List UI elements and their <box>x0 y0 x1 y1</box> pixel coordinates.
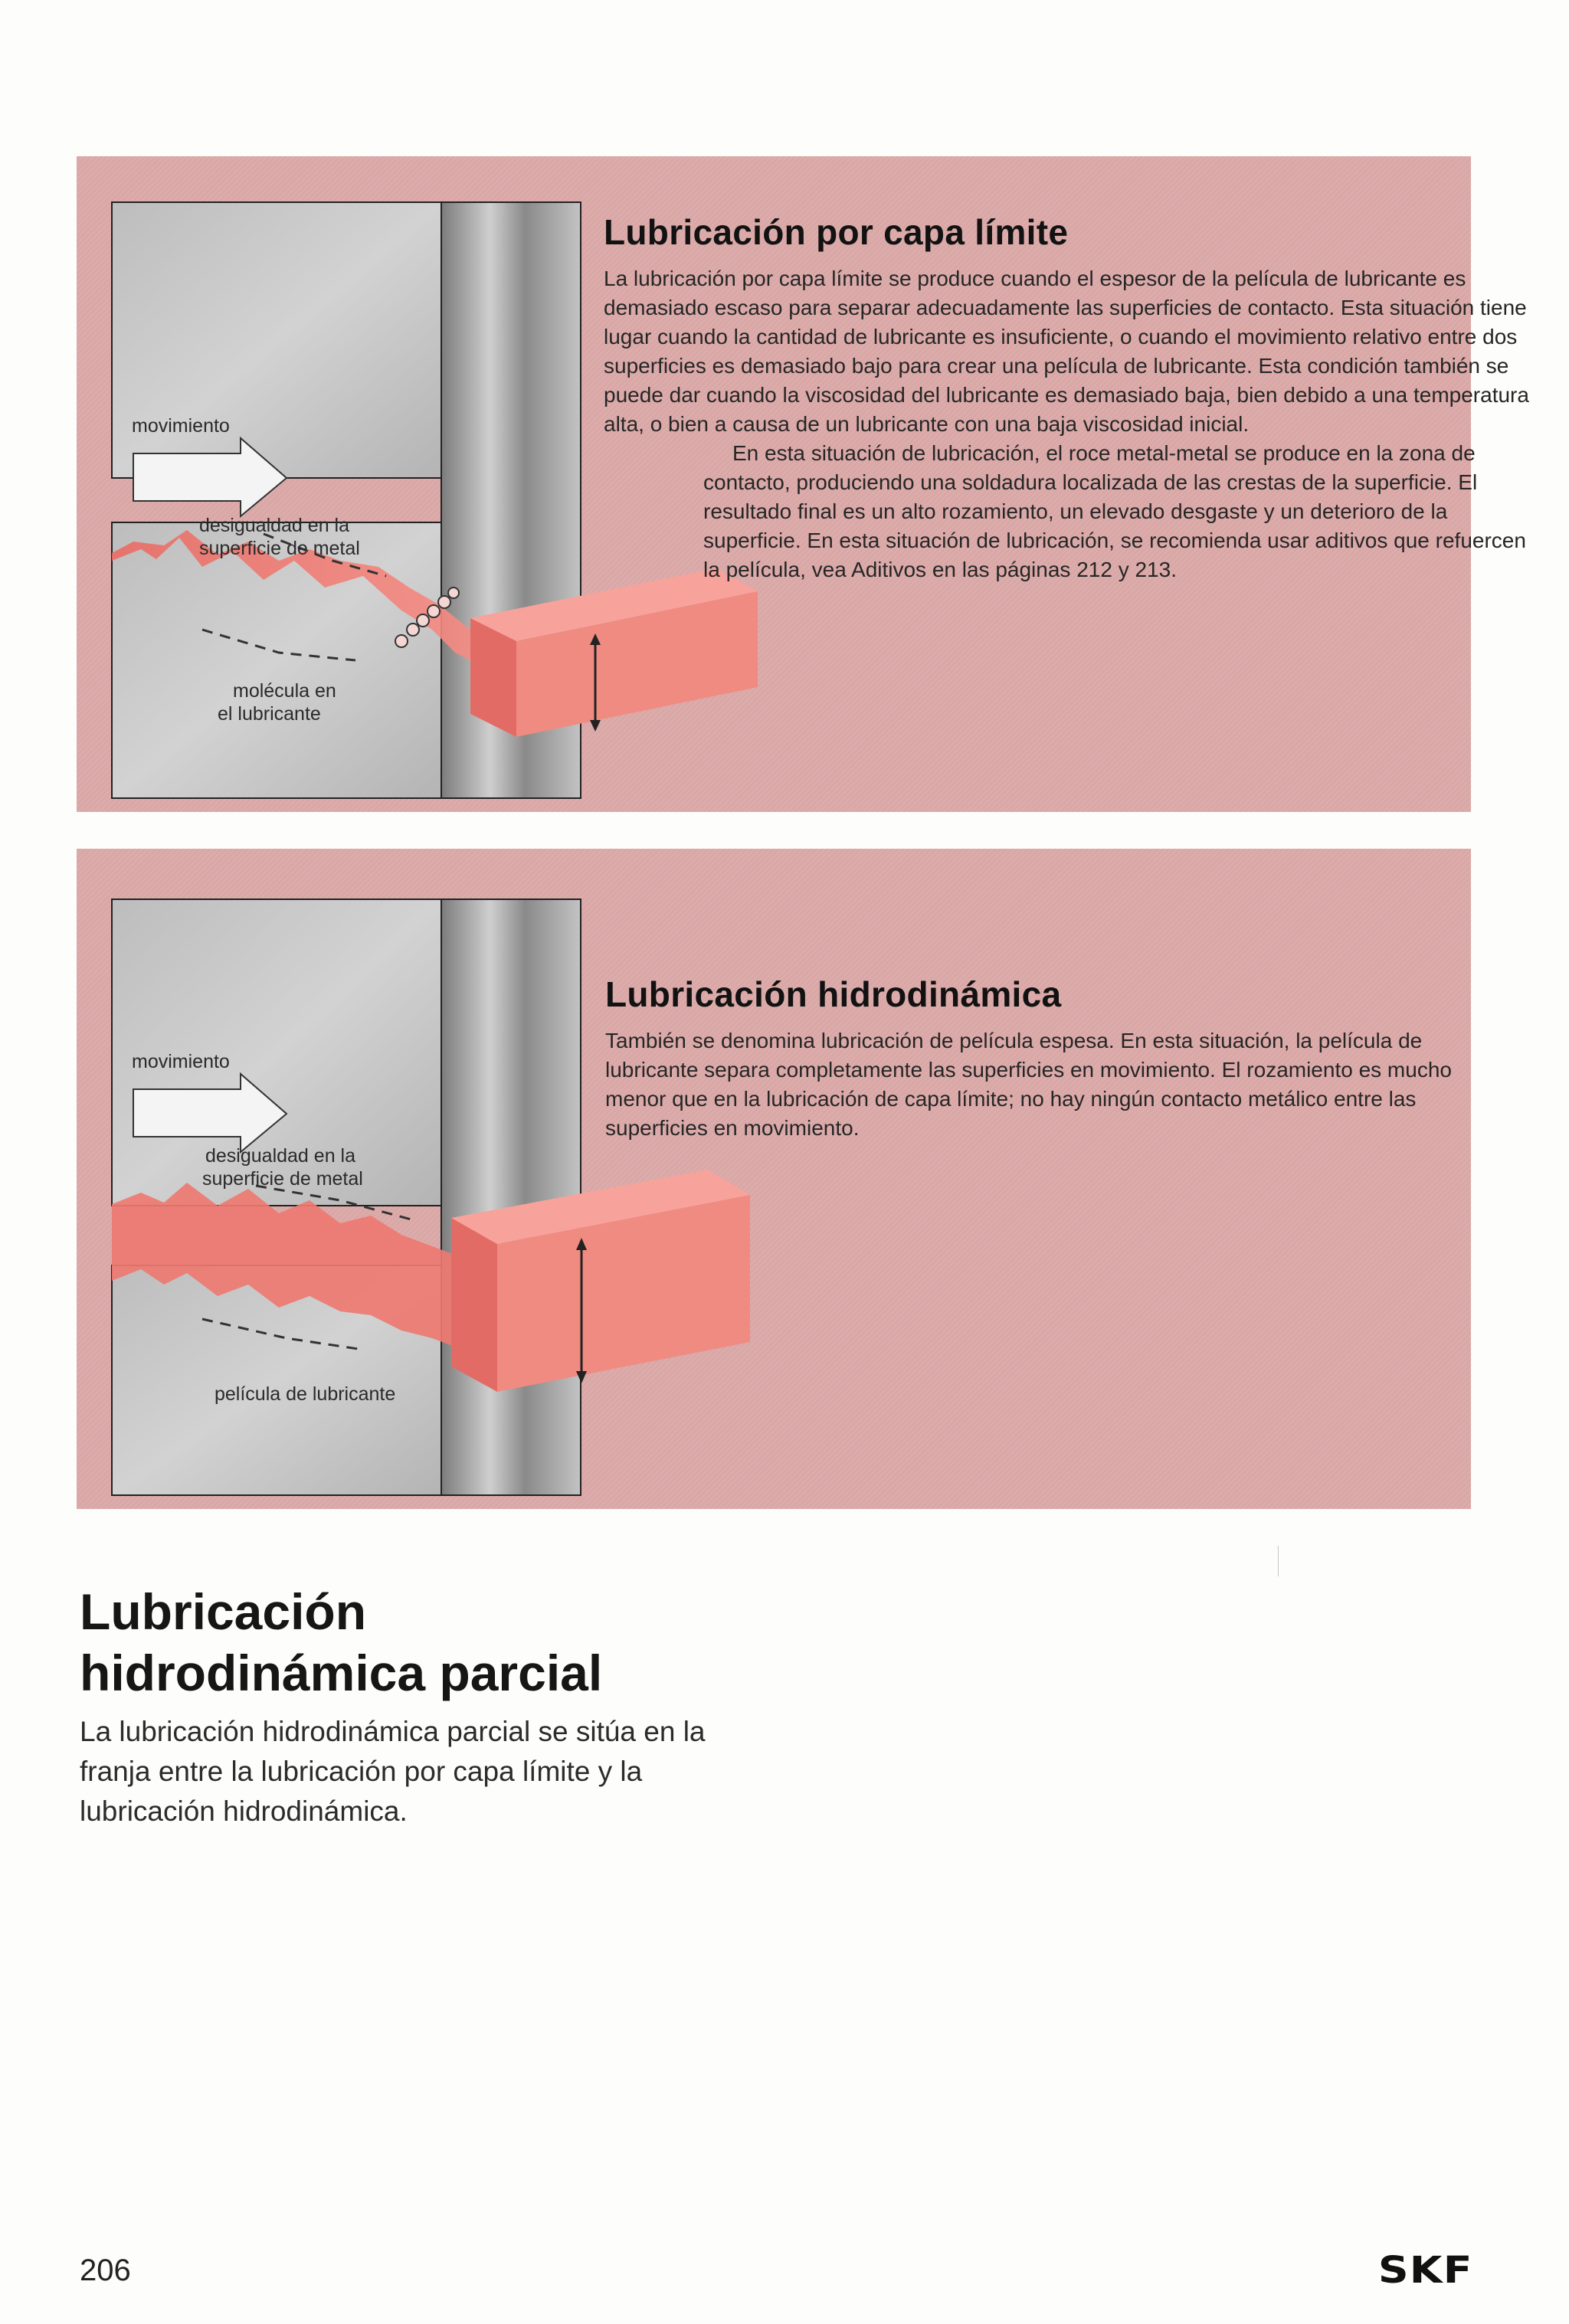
label-unevenness-line-2: superficie de metal <box>202 1168 363 1190</box>
label-film: película de lubricante <box>215 1383 396 1405</box>
label-unevenness-line-1: desigualdad en la <box>199 515 349 536</box>
partial-hydrodynamic-title <box>80 1581 846 1704</box>
scan-artifact-line <box>1278 1546 1279 1576</box>
boundary-lubrication-paragraph-1: La lubricación por capa límite se produce cuando el espesor de la película de lubricante es demasiado escaso para separar adecuadamente las superficies de contacto. Esta situación tiene lugar cuando la cantidad de lubricante es insuficiente, o cuando el movimiento relativo entre dos superficies es demasiado bajo para crear una película de lubricante. Esta condición también se puede dar cuando la viscosidad del lubricante es demasiado baja, bien debido a una temperatura alta, o bien a causa de un lubricante con una baja viscosidad inicial. <box>604 267 1529 437</box>
partial-hydrodynamic-body: La lubricación hidrodinámica parcial se sitúa en la franja entre la lubricación por capa límite y la lubricación hidrodinámica. <box>80 1716 706 1827</box>
boundary-lubrication-diagram <box>110 201 631 890</box>
hydrodynamic-lubrication-heading: Lubricación hidrodinámica <box>605 974 1062 1014</box>
lubricant-bar-side <box>451 1218 497 1392</box>
page-number: 206 <box>80 2254 131 2287</box>
label-molecule-line-1: molécula en <box>233 680 336 702</box>
label-unevenness-line-2: superficie de metal <box>199 538 360 559</box>
section-title-line-2: hidrodinámica parcial <box>80 1645 603 1701</box>
skf-logo: SKF <box>1378 2249 1473 2292</box>
hydrodynamic-lubrication-diagram <box>110 898 631 1587</box>
label-motion: movimiento <box>132 1051 230 1072</box>
label-motion: movimiento <box>132 415 230 437</box>
thickness-arrow-down <box>590 720 601 732</box>
hydrodynamic-lubrication-text <box>605 974 1471 1143</box>
upper-metal-block <box>112 202 441 478</box>
label-molecule-line-2: el lubricante <box>218 703 321 725</box>
boundary-lubrication-text <box>604 211 1532 584</box>
boundary-lubrication-paragraph-2: En esta situación de lubricación, el roce metal-metal se produce en la zona de contacto, produciendo una soldadura localizada de las crestas de la superficie. El resultado final es un alto rozamiento, un elevado desgaste y un deterioro de la superficie. En esta situación de lubricación, se recomienda usar aditivos que refuercen la película, vea Aditivos en las páginas 212 y 213. <box>703 441 1526 582</box>
hydrodynamic-lubrication-paragraph: También se denomina lubricación de película espesa. En esta situación, la película de lubricante separa completamente las superficies en movimiento. El rozamiento es mucho menor que en la lubricación de capa límite; no hay ningún contacto metálico entre las superficies en movimiento. <box>605 1029 1452 1141</box>
label-unevenness-line-1: desigualdad en la <box>205 1145 355 1167</box>
boundary-lubrication-panel <box>77 156 1529 812</box>
boundary-lubrication-heading: Lubricación por capa límite <box>604 212 1069 252</box>
hydrodynamic-lubrication-panel <box>77 849 1471 1509</box>
section-title-line-1: Lubricación <box>80 1583 367 1640</box>
metal-side-face <box>441 899 581 1495</box>
